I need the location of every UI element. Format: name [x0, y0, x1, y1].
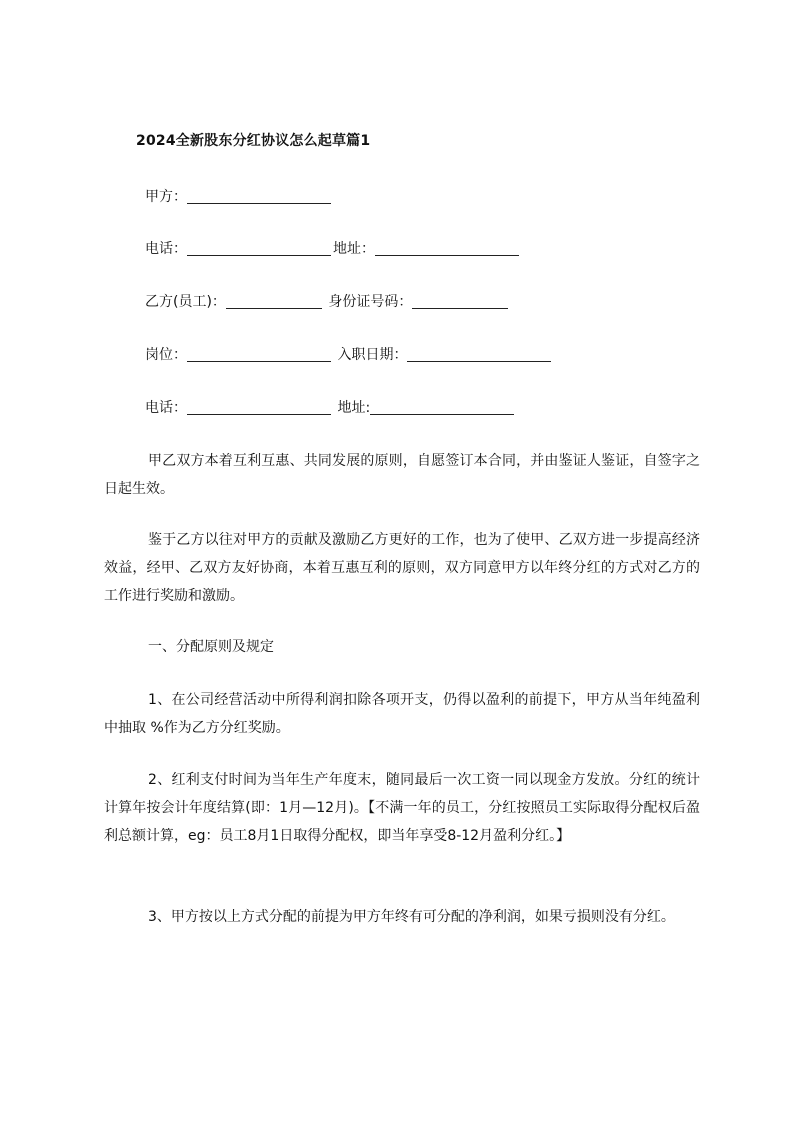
intro-paragraph: 甲乙双方本着互利互惠、共同发展的原则，自愿签订本合同，并由鉴证人鉴证，自签字之日起生效。	[104, 453, 700, 497]
address-label-1: 地址：	[333, 241, 375, 257]
party-a-blank	[187, 189, 331, 204]
post-blank	[187, 347, 331, 362]
clause-2: 2、红利支付时间为当年生产年度末，随同最后一次工资一同以现金方发放。分红的统计计算年按会计年度结算(即：1月—12月)。【不满一年的员工，分红按照员工实际取得分配权后盈利总额计算，eg：员工8月1日取得分配权，即当年享受8-12月盈利分红。】	[104, 772, 700, 844]
document-title: 2024全新股东分红协议怎么起草篇1	[136, 133, 371, 149]
phone-label-2: 电话：	[145, 400, 187, 416]
address-blank-1	[375, 241, 519, 256]
party-b-line	[145, 291, 510, 311]
phone-address-line-2	[145, 397, 516, 417]
phone-blank-1	[187, 241, 331, 256]
clause-3: 3、甲方按以上方式分配的前提为甲方年终有可分配的净利润，如果亏损则没有分红。	[148, 909, 675, 925]
phone-address-line-1	[145, 238, 521, 258]
entry-date-label: 入职日期：	[337, 347, 408, 363]
purpose-paragraph: 鉴于乙方以往对甲方的贡献及激励乙方更好的工作，也为了使甲、乙双方进一步提高经济效益，经甲、乙双方友好协商，本着互惠互利的原则，双方同意甲方以年终分红的方式对乙方的工作进行奖励和激励。	[104, 532, 700, 604]
address-blank-2	[370, 400, 514, 415]
phone-blank-2	[187, 400, 331, 415]
post-label: 岗位：	[145, 347, 187, 363]
address-label-2: 地址:	[337, 400, 371, 416]
entry-date-blank	[407, 347, 551, 362]
section-heading-1: 一、分配原则及规定	[148, 639, 274, 655]
party-a-line	[145, 186, 333, 206]
clause-1: 1、在公司经营活动中所得利润扣除各项开支，仍得以盈利的前提下，甲方从当年纯盈利中抽取 %作为乙方分红奖励。	[104, 692, 700, 736]
id-number-blank	[412, 294, 508, 309]
id-number-label: 身份证号码：	[328, 294, 413, 310]
phone-label-1: 电话：	[145, 241, 187, 257]
party-b-blank	[226, 294, 322, 309]
party-b-label: 乙方(员工)：	[145, 294, 226, 310]
party-a-label: 甲方：	[145, 189, 187, 205]
post-entry-line	[145, 344, 553, 364]
